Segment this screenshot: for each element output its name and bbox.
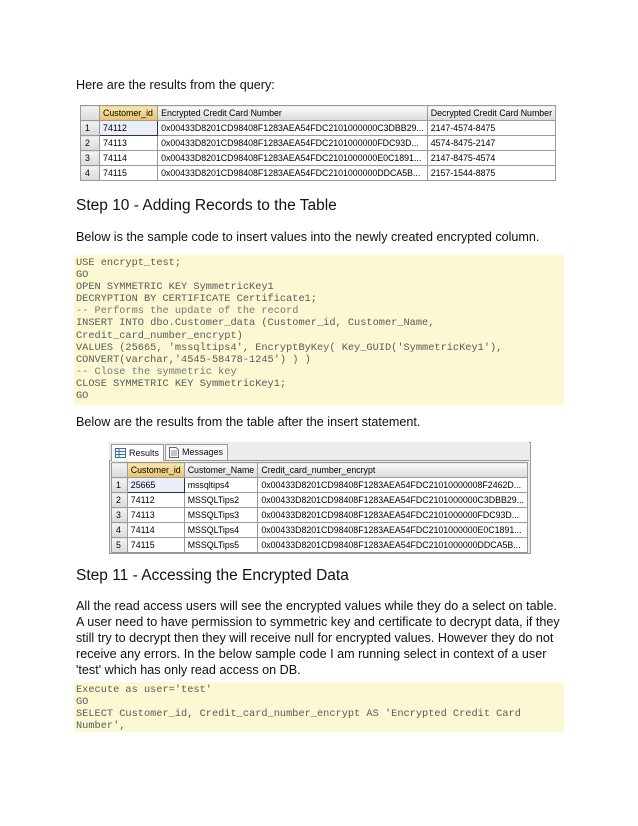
column-header[interactable]: Encrypted Credit Card Number	[158, 106, 428, 121]
row-number: 1	[81, 121, 100, 136]
code-line: INSERT INTO dbo.Customer_data (Customer_id, Customer_Name,	[76, 317, 435, 330]
table-cell[interactable]: 25665	[127, 478, 184, 493]
code-line: VALUES (25665, 'mssqltips4', EncryptByKey( Key_GUID('SymmetricKey1'),	[76, 341, 503, 354]
code-line: Number',	[76, 720, 126, 733]
step10-code-block	[74, 255, 564, 405]
row-number: 5	[112, 538, 128, 553]
code-line: OPEN SYMMETRIC KEY SymmetricKey1	[76, 281, 274, 294]
tab-results-label: Results	[129, 447, 160, 458]
table-cell[interactable]: 0x00433D8201CD98408F1283AEA54FDC2101000000DDCA5B...	[158, 166, 428, 181]
row-number-header	[81, 106, 100, 121]
query-results-table	[80, 105, 556, 181]
table-row[interactable]	[81, 151, 556, 166]
table-cell[interactable]: 0x00433D8201CD98408F1283AEA54FDC2101000000FDC93D...	[258, 508, 528, 523]
table-cell[interactable]: MSSQLTips5	[184, 538, 258, 553]
table-header-row	[112, 463, 528, 478]
table-row[interactable]	[112, 523, 528, 538]
code-line: DECRYPTION BY CERTIFICATE Certificate1;	[76, 293, 317, 306]
table-row[interactable]	[112, 493, 528, 508]
table-cell[interactable]: 74113	[100, 136, 158, 151]
code-line: USE encrypt_test;	[76, 257, 182, 269]
table-cell[interactable]: 0x00433D8201CD98408F1283AEA54FDC2101000000E0C1891...	[158, 151, 428, 166]
code-line: GO	[76, 390, 89, 403]
row-number: 4	[81, 166, 100, 181]
grid-icon	[115, 448, 126, 458]
table-cell[interactable]: 74114	[127, 523, 184, 538]
step11-code-block	[74, 682, 564, 732]
table-cell[interactable]: 2147-8475-4574	[427, 151, 555, 166]
tab-results[interactable]	[111, 444, 164, 461]
step10-description: Below is the sample code to insert values into the newly created encrypted column.	[76, 230, 540, 244]
table-row[interactable]	[81, 136, 556, 151]
row-number: 3	[81, 151, 100, 166]
table-cell[interactable]: 0x00433D8201CD98408F1283AEA54FDC2101000000FDC93D...	[158, 136, 428, 151]
table-cell[interactable]: 74113	[127, 508, 184, 523]
table-cell[interactable]: 74115	[100, 166, 158, 181]
code-line: SELECT Customer_id, Credit_card_number_encrypt AS 'Encrypted Credit Card	[76, 708, 521, 721]
table-cell[interactable]: 0x00433D8201CD98408F1283AEA54FDC2101000000C3DBB29...	[258, 493, 528, 508]
table-cell[interactable]: 0x00433D8201CD98408F1283AEA54FDC2101000000DDCA5B...	[258, 538, 528, 553]
table-cell[interactable]: MSSQLTips3	[184, 508, 258, 523]
code-line: CONVERT(varchar,'4545-58478-1245') ) )	[76, 353, 311, 366]
table-header-row	[81, 106, 556, 121]
insert-results-table	[111, 462, 528, 553]
results-tab-bar	[109, 442, 529, 461]
column-header[interactable]: Customer_Name	[184, 463, 258, 478]
table-row[interactable]	[112, 508, 528, 523]
table-row[interactable]	[112, 538, 528, 553]
table-cell[interactable]: 74112	[127, 493, 184, 508]
table-cell[interactable]: 2157-1544-8875	[427, 166, 555, 181]
after-insert-text: Below are the results from the table after the insert statement.	[76, 415, 421, 429]
table-cell[interactable]: 74115	[127, 538, 184, 553]
code-line: CLOSE SYMMETRIC KEY SymmetricKey1;	[76, 377, 287, 390]
step11-paragraph: All the read access users will see the encrypted values while they do a select on table. A user need to have permission to symmetric key and certificate to decrypt data, if they still try to decrypt then they will receive null for encrypted values. However they do not receive any errors. In the below sample code I am running select in context of a user 'test' which has only read access on DB.	[76, 599, 560, 677]
code-line: Execute as user='test'	[76, 684, 212, 696]
intro-text: Here are the results from the query:	[76, 78, 275, 92]
table-row[interactable]	[81, 166, 556, 181]
message-icon	[169, 447, 179, 458]
table-row[interactable]	[81, 121, 556, 136]
table-cell[interactable]: 74114	[100, 151, 158, 166]
tab-messages[interactable]	[165, 444, 228, 460]
column-header[interactable]: Decrypted Credit Card Number	[427, 106, 555, 121]
table-cell[interactable]: 74112	[100, 121, 158, 136]
table-cell[interactable]: 0x00433D8201CD98408F1283AEA54FDC2101000000C3DBB29...	[158, 121, 428, 136]
row-number: 2	[81, 136, 100, 151]
table-cell[interactable]: 2147-4574-8475	[427, 121, 555, 136]
row-number: 1	[112, 478, 128, 493]
tab-messages-label: Messages	[182, 447, 224, 457]
column-header[interactable]: Credit_card_number_encrypt	[258, 463, 528, 478]
table-cell[interactable]: MSSQLTips4	[184, 523, 258, 538]
code-comment: -- Close the symmetric key	[76, 365, 237, 378]
step10-heading: Step 10 - Adding Records to the Table	[76, 197, 337, 214]
row-number-header	[112, 463, 128, 478]
table-cell[interactable]: MSSQLTips2	[184, 493, 258, 508]
code-line: GO	[76, 269, 89, 282]
row-number: 3	[112, 508, 128, 523]
column-header[interactable]: Customer_id	[127, 463, 184, 478]
table-row[interactable]	[112, 478, 528, 493]
table-cell[interactable]: 0x00433D8201CD98408F1283AEA54FDC21010000008F2462D...	[258, 478, 528, 493]
row-number: 2	[112, 493, 128, 508]
code-comment: -- Performs the update of the record	[76, 305, 299, 318]
table-cell[interactable]: mssqltips4	[184, 478, 258, 493]
table-cell[interactable]: 4574-8475-2147	[427, 136, 555, 151]
code-line: Credit_card_number_encrypt)	[76, 329, 243, 342]
step11-heading: Step 11 - Accessing the Encrypted Data	[76, 567, 349, 584]
column-header[interactable]: Customer_id	[100, 106, 158, 121]
row-number: 4	[112, 523, 128, 538]
code-line: GO	[76, 696, 89, 709]
table-cell[interactable]: 0x00433D8201CD98408F1283AEA54FDC2101000000E0C1891...	[258, 523, 528, 538]
